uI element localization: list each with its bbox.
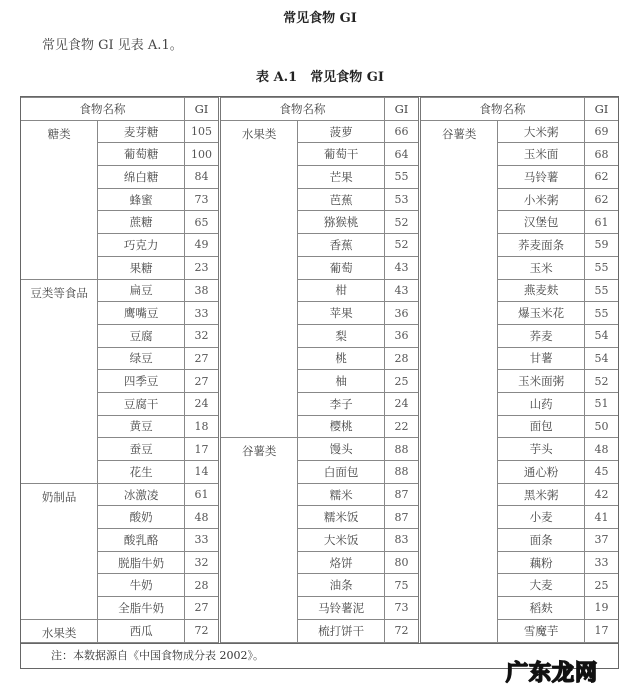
- food-name-cell: 燕麦麸: [498, 279, 585, 302]
- gi-value-cell: 88: [385, 461, 419, 484]
- food-name-cell: 玉米面粥: [498, 370, 585, 393]
- food-name-cell: 藕粉: [498, 551, 585, 574]
- gi-value-cell: 24: [385, 392, 419, 415]
- gi-value-cell: 41: [585, 506, 619, 529]
- food-name-cell: 西瓜: [98, 619, 185, 642]
- food-name-cell: 稻麸: [498, 597, 585, 620]
- gi-table: [20, 96, 619, 669]
- food-name-cell: 小米粥: [498, 188, 585, 211]
- gi-value-cell: 36: [385, 324, 419, 347]
- gi-subtable: [421, 97, 618, 643]
- food-name-cell: 巧克力: [98, 234, 185, 257]
- gi-value-cell: 55: [585, 302, 619, 325]
- food-name-cell: 汉堡包: [498, 211, 585, 234]
- food-name-cell: 酸奶: [98, 506, 185, 529]
- gi-value-cell: 19: [585, 597, 619, 620]
- food-name-cell: 糯米饭: [298, 506, 385, 529]
- food-name-cell: 扁豆: [98, 279, 185, 302]
- table-row: [21, 120, 218, 143]
- food-name-cell: 面条: [498, 529, 585, 552]
- gi-value-cell: 33: [185, 302, 219, 325]
- food-name-cell: 大麦: [498, 574, 585, 597]
- gi-value-cell: 49: [185, 234, 219, 257]
- food-name-cell: 糯米: [298, 483, 385, 506]
- gi-value-cell: 55: [585, 279, 619, 302]
- food-name-cell: 苹果: [298, 302, 385, 325]
- gi-value-cell: 75: [385, 574, 419, 597]
- food-name-cell: 鹰嘴豆: [98, 302, 185, 325]
- food-name-cell: 绿豆: [98, 347, 185, 370]
- table-row: [421, 120, 618, 143]
- gi-value-cell: 64: [385, 143, 419, 166]
- header-gi: GI: [185, 98, 219, 121]
- gi-value-cell: 43: [385, 256, 419, 279]
- gi-value-cell: 87: [385, 506, 419, 529]
- gi-value-cell: 73: [185, 188, 219, 211]
- header-food-name: 食物名称: [21, 98, 185, 121]
- gi-value-cell: 80: [385, 551, 419, 574]
- gi-value-cell: 55: [585, 256, 619, 279]
- gi-value-cell: 62: [585, 188, 619, 211]
- gi-value-cell: 24: [185, 392, 219, 415]
- gi-value-cell: 33: [185, 529, 219, 552]
- food-name-cell: 梨: [298, 324, 385, 347]
- gi-value-cell: 42: [585, 483, 619, 506]
- food-name-cell: 黄豆: [98, 415, 185, 438]
- food-name-cell: 豆腐干: [98, 392, 185, 415]
- gi-value-cell: 37: [585, 529, 619, 552]
- gi-value-cell: 72: [185, 619, 219, 642]
- gi-value-cell: 38: [185, 279, 219, 302]
- gi-value-cell: 72: [385, 619, 419, 642]
- food-name-cell: 牛奶: [98, 574, 185, 597]
- table-row: [21, 483, 218, 506]
- food-name-cell: 蚕豆: [98, 438, 185, 461]
- header-food-name: 食物名称: [221, 98, 385, 121]
- gi-value-cell: 17: [185, 438, 219, 461]
- category-cell: 奶制品: [21, 483, 98, 619]
- gi-value-cell: 25: [585, 574, 619, 597]
- food-name-cell: 马铃薯泥: [298, 597, 385, 620]
- gi-value-cell: 52: [585, 370, 619, 393]
- food-name-cell: 酸乳酪: [98, 529, 185, 552]
- food-name-cell: 烙饼: [298, 551, 385, 574]
- food-name-cell: 全脂牛奶: [98, 597, 185, 620]
- category-cell: 水果类: [21, 619, 98, 642]
- table-column-groups: [21, 97, 618, 643]
- table-row: [21, 279, 218, 302]
- gi-value-cell: 68: [585, 143, 619, 166]
- intro-text: 常见食物 GI 见表 A.1。: [42, 38, 183, 53]
- gi-value-cell: 65: [185, 211, 219, 234]
- food-name-cell: 芒果: [298, 166, 385, 189]
- gi-value-cell: 28: [185, 574, 219, 597]
- gi-value-cell: 50: [585, 415, 619, 438]
- food-name-cell: 山药: [498, 392, 585, 415]
- gi-value-cell: 55: [385, 166, 419, 189]
- food-name-cell: 雪魔芋: [498, 619, 585, 642]
- gi-value-cell: 48: [185, 506, 219, 529]
- food-name-cell: 大米饭: [298, 529, 385, 552]
- food-name-cell: 绵白糖: [98, 166, 185, 189]
- gi-value-cell: 27: [185, 597, 219, 620]
- food-name-cell: 荞麦面条: [498, 234, 585, 257]
- header-food-name: 食物名称: [421, 98, 585, 121]
- gi-value-cell: 32: [185, 324, 219, 347]
- gi-value-cell: 59: [585, 234, 619, 257]
- food-name-cell: 玉米面: [498, 143, 585, 166]
- gi-value-cell: 25: [385, 370, 419, 393]
- gi-value-cell: 27: [185, 370, 219, 393]
- gi-value-cell: 66: [385, 120, 419, 143]
- gi-value-cell: 105: [185, 120, 219, 143]
- table-caption: 表 A.1 常见食物 GI: [256, 70, 384, 85]
- food-name-cell: 豆腐: [98, 324, 185, 347]
- table-note: 注：本数据源自《中国食物成分表 2002》。: [21, 643, 618, 668]
- column-group-2: [221, 97, 421, 643]
- food-name-cell: 冰激凌: [98, 483, 185, 506]
- food-name-cell: 菠萝: [298, 120, 385, 143]
- food-name-cell: 黑米粥: [498, 483, 585, 506]
- gi-value-cell: 22: [385, 415, 419, 438]
- food-name-cell: 爆玉米花: [498, 302, 585, 325]
- gi-value-cell: 87: [385, 483, 419, 506]
- food-name-cell: 馒头: [298, 438, 385, 461]
- food-name-cell: 玉米: [498, 256, 585, 279]
- gi-value-cell: 69: [585, 120, 619, 143]
- gi-value-cell: 61: [585, 211, 619, 234]
- food-name-cell: 四季豆: [98, 370, 185, 393]
- gi-value-cell: 18: [185, 415, 219, 438]
- category-cell: 谷薯类: [421, 120, 498, 642]
- category-cell: 水果类: [221, 120, 298, 438]
- gi-value-cell: 14: [185, 461, 219, 484]
- header-gi: GI: [585, 98, 619, 121]
- food-name-cell: 柑: [298, 279, 385, 302]
- gi-subtable: [221, 97, 418, 643]
- gi-value-cell: 100: [185, 143, 219, 166]
- gi-value-cell: 62: [585, 166, 619, 189]
- food-name-cell: 通心粉: [498, 461, 585, 484]
- food-name-cell: 面包: [498, 415, 585, 438]
- food-name-cell: 桃: [298, 347, 385, 370]
- gi-value-cell: 43: [385, 279, 419, 302]
- gi-value-cell: 88: [385, 438, 419, 461]
- gi-value-cell: 84: [185, 166, 219, 189]
- gi-value-cell: 33: [585, 551, 619, 574]
- gi-value-cell: 32: [185, 551, 219, 574]
- page-heading: 常见食物 GI: [283, 11, 357, 26]
- food-name-cell: 葡萄糖: [98, 143, 185, 166]
- table-row: [221, 438, 418, 461]
- header-gi: GI: [385, 98, 419, 121]
- food-name-cell: 蔗糖: [98, 211, 185, 234]
- food-name-cell: 李子: [298, 392, 385, 415]
- gi-value-cell: 52: [385, 211, 419, 234]
- gi-subtable: [21, 97, 218, 643]
- gi-value-cell: 54: [585, 324, 619, 347]
- gi-value-cell: 23: [185, 256, 219, 279]
- food-name-cell: 麦芽糖: [98, 120, 185, 143]
- food-name-cell: 香蕉: [298, 234, 385, 257]
- food-name-cell: 葡萄: [298, 256, 385, 279]
- column-group-3: [421, 97, 618, 643]
- header-row: [421, 98, 618, 121]
- gi-value-cell: 36: [385, 302, 419, 325]
- food-name-cell: 油条: [298, 574, 385, 597]
- gi-value-cell: 73: [385, 597, 419, 620]
- food-name-cell: 脱脂牛奶: [98, 551, 185, 574]
- gi-value-cell: 45: [585, 461, 619, 484]
- gi-value-cell: 53: [385, 188, 419, 211]
- food-name-cell: 芋头: [498, 438, 585, 461]
- column-group-1: [21, 97, 221, 643]
- gi-value-cell: 48: [585, 438, 619, 461]
- table-row: [221, 120, 418, 143]
- food-name-cell: 樱桃: [298, 415, 385, 438]
- food-name-cell: 荞麦: [498, 324, 585, 347]
- food-name-cell: 梳打饼干: [298, 619, 385, 642]
- food-name-cell: 果糖: [98, 256, 185, 279]
- gi-value-cell: 61: [185, 483, 219, 506]
- category-cell: 糖类: [21, 120, 98, 279]
- category-cell: 谷薯类: [221, 438, 298, 642]
- food-name-cell: 小麦: [498, 506, 585, 529]
- gi-value-cell: 54: [585, 347, 619, 370]
- gi-value-cell: 17: [585, 619, 619, 642]
- food-name-cell: 葡萄干: [298, 143, 385, 166]
- gi-value-cell: 52: [385, 234, 419, 257]
- gi-value-cell: 27: [185, 347, 219, 370]
- header-row: [21, 98, 218, 121]
- header-row: [221, 98, 418, 121]
- gi-value-cell: 51: [585, 392, 619, 415]
- gi-value-cell: 28: [385, 347, 419, 370]
- food-name-cell: 白面包: [298, 461, 385, 484]
- food-name-cell: 马铃薯: [498, 166, 585, 189]
- food-name-cell: 甘薯: [498, 347, 585, 370]
- food-name-cell: 大米粥: [498, 120, 585, 143]
- gi-value-cell: 83: [385, 529, 419, 552]
- food-name-cell: 猕猴桃: [298, 211, 385, 234]
- table-row: [21, 619, 218, 642]
- watermark-logo: 广东龙网: [506, 661, 599, 686]
- food-name-cell: 花生: [98, 461, 185, 484]
- food-name-cell: 芭蕉: [298, 188, 385, 211]
- category-cell: 豆类等食品: [21, 279, 98, 483]
- food-name-cell: 柚: [298, 370, 385, 393]
- food-name-cell: 蜂蜜: [98, 188, 185, 211]
